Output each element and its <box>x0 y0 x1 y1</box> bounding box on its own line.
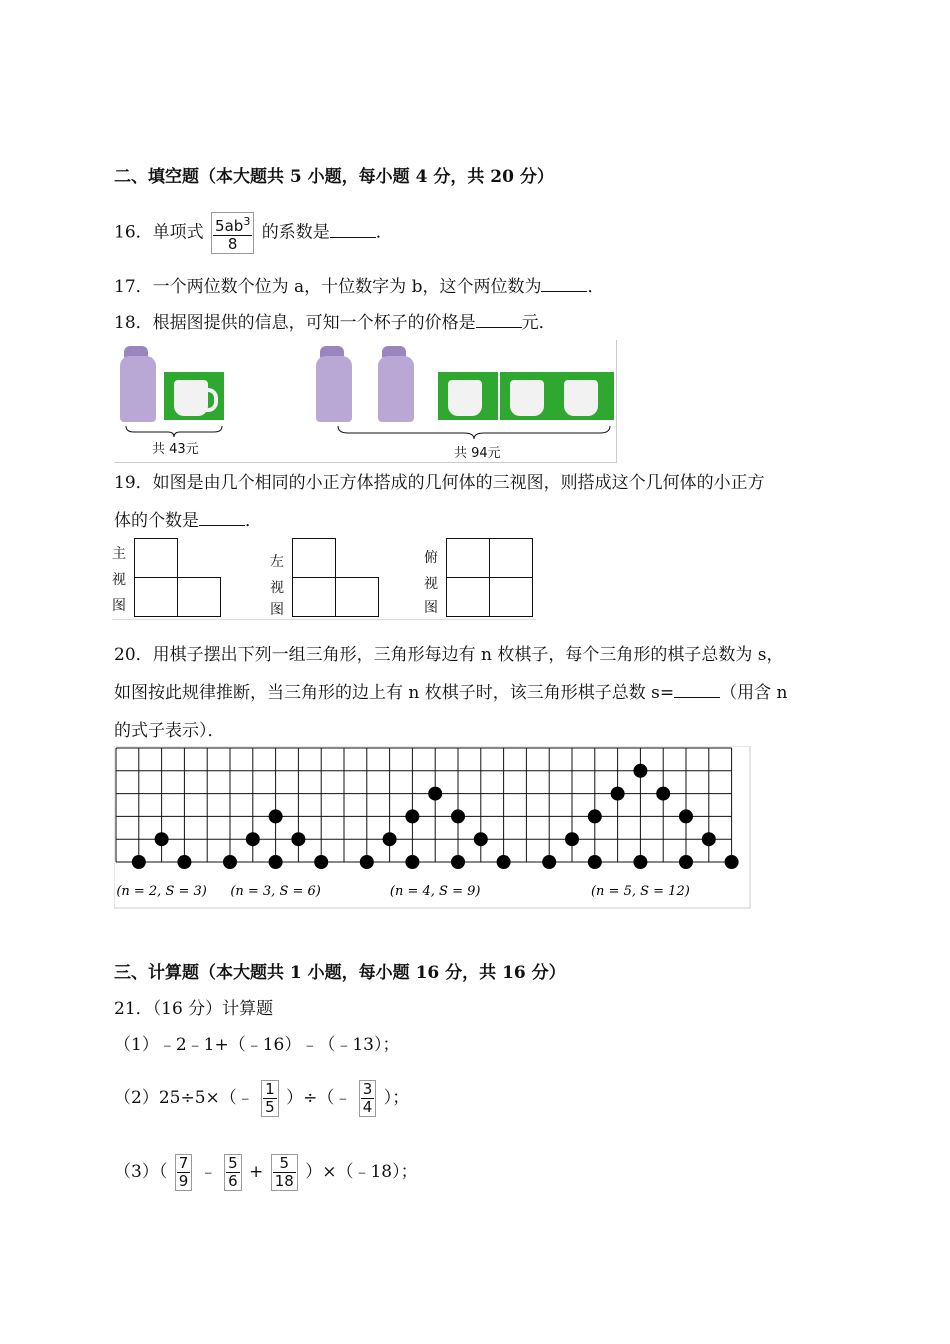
q16-frac-den: 8 <box>227 235 238 253</box>
chess-piece <box>656 787 670 801</box>
q16-end: ． <box>375 222 393 243</box>
q19-three-views <box>112 537 536 620</box>
chess-piece <box>474 832 488 846</box>
q18-total-right: 共 94元 <box>454 446 501 461</box>
chess-piece <box>702 832 716 846</box>
flask-body <box>378 356 414 422</box>
chess-piece <box>633 764 647 778</box>
chess-piece <box>588 855 602 869</box>
q18-end: 元． <box>521 313 556 333</box>
q20-line3: 的式子表示）． <box>114 721 225 741</box>
chess-piece <box>269 809 283 823</box>
chess-piece <box>405 809 419 823</box>
q21-p3-frac3: $\frac{5}{18}$ <box>271 1154 298 1191</box>
top-view-cell <box>489 538 533 578</box>
q16-prefix: 16．单项式 <box>114 222 204 243</box>
top-view-cell <box>446 538 490 578</box>
left-view-label-1: 左 <box>270 554 284 570</box>
chess-piece <box>383 832 397 846</box>
chess-piece <box>588 809 602 823</box>
chess-piece <box>451 809 465 823</box>
q16-fraction <box>211 212 254 254</box>
chess-piece <box>291 832 305 846</box>
q18-line <box>114 308 556 333</box>
q16-answer-blank[interactable] <box>330 223 376 238</box>
q21-p3-frac1: $\frac{7}{9}$ <box>175 1154 193 1191</box>
top-view-cell <box>489 577 533 617</box>
chess-piece <box>314 855 328 869</box>
chess-piece <box>428 787 442 801</box>
front-view-label-3: 图 <box>112 598 126 614</box>
chess-piece <box>360 855 374 869</box>
front-view-label-2: 视 <box>112 572 126 588</box>
chess-piece <box>405 855 419 869</box>
chess-piece <box>497 855 511 869</box>
q21-title: 21．（16 分）计算题 <box>114 999 274 1019</box>
chess-piece <box>246 832 260 846</box>
q18-total-left: 共 43元 <box>152 442 199 457</box>
chess-piece <box>633 855 647 869</box>
q18-answer-blank[interactable] <box>476 313 522 328</box>
left-brace <box>124 424 224 438</box>
q20-line2: 如图按此规律推断，当三角形的边上有 n 枚棋子时，该三角形棋子总数 s= （用含 n <box>114 683 788 703</box>
left-view-label-3: 图 <box>270 602 284 618</box>
q20-line1: 20．用棋子摆出下列一组三角形，三角形每边有 n 枚棋子，每个三角形的棋子总数为 s， <box>114 645 784 665</box>
front-view-label-1: 主 <box>112 546 126 562</box>
q16-frac-num: 5ab <box>215 217 244 235</box>
left-view-cell <box>292 538 336 578</box>
top-view-label-2: 视 <box>424 576 438 592</box>
q16-suffix: 的系数是 <box>261 222 330 243</box>
q17-text: 17．一个两位数个位为 a，十位数字为 b，这个两位数为 <box>114 277 542 297</box>
chess-piece <box>611 787 625 801</box>
right-brace <box>336 424 612 440</box>
q21-part1: （1）﹣2﹣1+（﹣16）﹣（﹣13）； <box>114 1035 400 1055</box>
q21-p2-frac1: $\frac{1}{5}$ <box>261 1080 279 1117</box>
q19-answer-blank[interactable] <box>199 511 245 526</box>
pattern-label: (n = 5, S = 12) <box>590 884 690 899</box>
left-view-cell <box>292 577 336 617</box>
chess-piece <box>451 855 465 869</box>
top-view-cell <box>446 577 490 617</box>
q17-line <box>114 272 604 297</box>
q19-line2: 体的个数是 ． <box>114 511 262 531</box>
left-view-label-2: 视 <box>270 580 284 596</box>
q19-line1: 19．如图是由几个相同的小正方体搭成的几何体的三视图，则搭成这个几何体的小正方 <box>114 473 765 493</box>
q16-frac-exp: 3 <box>243 215 251 228</box>
front-view-cell <box>134 538 178 578</box>
q18-figure <box>114 340 617 463</box>
q16-line <box>114 212 393 254</box>
chess-piece <box>542 855 556 869</box>
chess-piece <box>679 855 693 869</box>
section3-heading: 三、计算题（本大题共 1 小题，每小题 16 分，共 16 分） <box>114 963 566 983</box>
q21-part3: （3）（ $\frac{7}{9}$ ﹣ $\frac{5}{6}$ + $\frac{5}{18}$ ）×（﹣18）； <box>114 1154 418 1190</box>
front-view-cell <box>134 577 178 617</box>
flask-body <box>120 356 156 422</box>
q21-p3-frac2: $\frac{5}{6}$ <box>224 1154 242 1191</box>
chess-piece <box>725 855 739 869</box>
chess-piece <box>679 809 693 823</box>
chess-piece <box>132 855 146 869</box>
q20-chess-triangle-figure <box>114 746 752 910</box>
chess-piece <box>269 855 283 869</box>
q17-end: ． <box>587 277 605 297</box>
front-view-cell <box>177 577 221 617</box>
chess-piece <box>177 855 191 869</box>
q21-p2-frac2: $\frac{3}{4}$ <box>359 1080 377 1117</box>
chess-piece <box>155 832 169 846</box>
left-view-cell <box>335 577 379 617</box>
q20-answer-blank[interactable] <box>674 683 720 698</box>
top-view-label-1: 俯 <box>424 550 438 566</box>
pattern-label: (n = 4, S = 9) <box>389 884 481 899</box>
chess-piece <box>223 855 237 869</box>
q18-text: 18．根据图提供的信息，可知一个杯子的价格是 <box>114 313 476 333</box>
top-view-label-3: 图 <box>424 600 438 616</box>
pattern-label: (n = 3, S = 6) <box>230 884 321 899</box>
q21-part2: （2）25÷5×（﹣ $\frac{1}{5}$ ）÷（﹣ $\frac{3}{4}$ ）； <box>114 1080 410 1116</box>
pattern-label: (n = 2, S = 3) <box>116 884 207 899</box>
chess-piece <box>565 832 579 846</box>
section2-heading: 二、填空题（本大题共 5 小题，每小题 4 分，共 20 分） <box>114 167 554 187</box>
q17-answer-blank[interactable] <box>541 277 587 292</box>
flask-body <box>316 356 352 422</box>
